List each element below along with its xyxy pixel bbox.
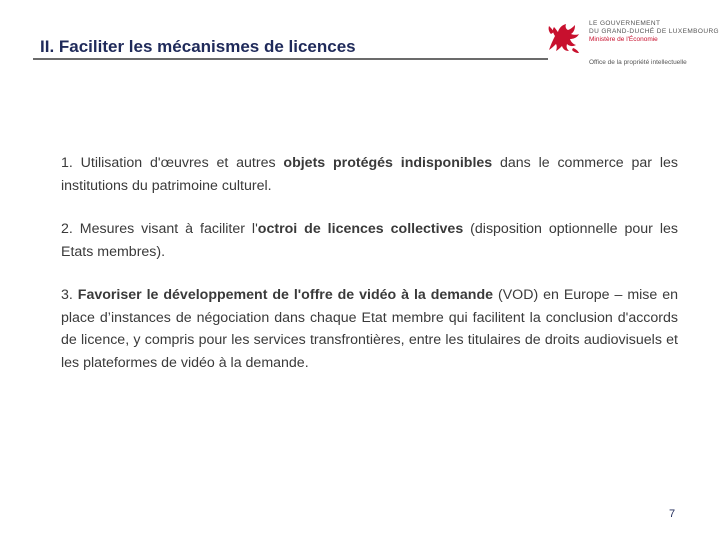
item-highlight: objets protégés indisponibles bbox=[283, 155, 493, 171]
list-item: 1. Utilisation d'œuvres et autres objets protégés indisponibles dans le commerce par les institutions du patrimoine culturel. bbox=[61, 155, 678, 194]
list-item: 3. Favoriser le développement de l'offre de vidéo à la demande (VOD) en Europe – mise en place d’instances de négociation dans chaque Etat membre qui facilitent la conclusion d'accords de licence, y compris pour les services transfrontières, entre les titulaires de droits audiovisuels et les plateformes de vidéo à la demande. bbox=[61, 287, 679, 371]
item-highlight: octroi de licences collectives bbox=[257, 221, 464, 237]
logo-line-2: DU GRAND-DUCHÉ DE LUXEMBOURG bbox=[589, 28, 720, 35]
logo-office-subtitle: Office de la propriété intellectuelle bbox=[589, 59, 687, 66]
government-logo-text bbox=[589, 20, 720, 44]
slide-body bbox=[61, 152, 678, 395]
title-underline bbox=[33, 58, 548, 60]
logo-line-1: LE GOUVERNEMENT bbox=[589, 20, 661, 27]
list-item: 2. Mesures visant à faciliter l'octroi de licences collectives (disposition optionnelle pour les Etats membres). bbox=[61, 221, 678, 260]
slide-title: II. Faciliter les mécanismes de licences bbox=[40, 37, 356, 56]
logo-ministry: Ministère de l'Économie bbox=[589, 36, 658, 43]
page-number: 7 bbox=[669, 508, 676, 520]
lion-logo-icon bbox=[545, 20, 581, 54]
item-highlight: Favoriser le développement de l'offre de vidéo à la demande bbox=[77, 287, 494, 303]
